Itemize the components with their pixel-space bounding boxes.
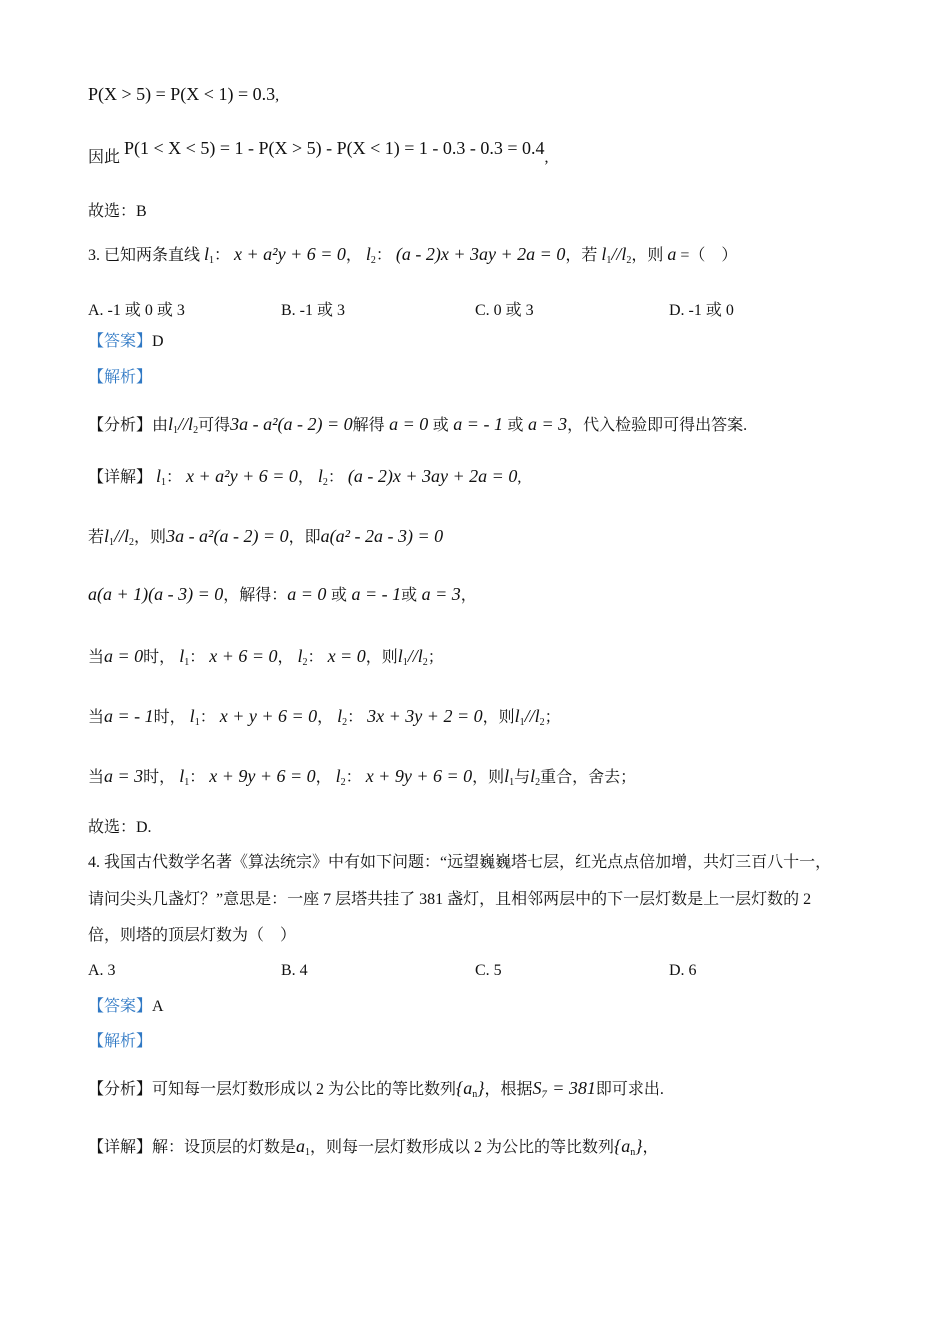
q4-option-d: D. 6 xyxy=(669,962,697,979)
q3-case-with: 与 xyxy=(514,769,531,786)
q3-fenxi-get: 可得 xyxy=(198,417,231,434)
q2-choice: 故选：B xyxy=(88,203,147,220)
therefore-expression: P(1 < X < 5) = 1 - P(X > 5) - P(X < 1) = 1 - 0.3 - 0.3 = 0.4 xyxy=(124,138,545,158)
q3-fenxi-or: 或 xyxy=(432,417,449,434)
q3-detail-ie: ，即 xyxy=(288,529,321,546)
q3-analysis-line xyxy=(88,368,152,388)
q4-detail-text: 解：设顶层的灯数是 xyxy=(152,1139,297,1156)
q3-case-am1: 当a = - 1时， $l_1$： x + y + 6 = 0， $l_2$： 3x + 3y + 2 = 0，则$l_1//l_2$； xyxy=(88,706,561,728)
q3-answer-line xyxy=(88,332,164,352)
q3-option-c: C. 0 或 3 xyxy=(475,302,534,319)
q3-stem-if: ，若 xyxy=(565,247,598,264)
q4-analysis-line xyxy=(88,1032,152,1052)
q3-case-am1-l2: 3x + 3y + 2 = 0 xyxy=(367,706,483,726)
q3-case-am1-l1: x + y + 6 = 0 xyxy=(219,706,318,726)
q3-detail-then: ，则 xyxy=(134,529,167,546)
q4-fenxi: 【分析】可知每一层灯数形成以 2 为公比的等比数列$\{a_n\}$，根据S₇ = 381即可求出. xyxy=(88,1078,664,1100)
probability-expression: P(X > 5) = P(X < 1) = 0.3 xyxy=(88,84,276,104)
answer-tag: 【答案】 xyxy=(88,998,153,1015)
q3-stem-then: ，则 xyxy=(631,247,664,264)
q3-case-a3-l1: x + 9y + 6 = 0 xyxy=(209,766,316,786)
q4-detail: 【详解】解：设顶层的灯数是$a_1$，则每一层灯数形成以 2 为公比的等比数列$\{a_n\}$， xyxy=(88,1136,659,1158)
q4-detail-comma: ， xyxy=(642,1139,659,1156)
q3-detail-3: a(a + 1)(a - 3) = 0，解得：a = 0 或 a = - 1或 a = 3， xyxy=(88,584,477,604)
q4-detail-text-2: ，则每一层灯数形成以 2 为公比的等比数列 xyxy=(310,1139,615,1156)
q3-answer: D xyxy=(152,333,164,350)
q3-detail-2: 若$l_1//l_2$，则3a - a²(a - 2) = 0，即a(a² - 2a - 3) = 0 xyxy=(88,526,444,548)
q4-answer: A xyxy=(152,998,164,1015)
xiangjie-tag: 【详解】 xyxy=(88,469,153,486)
q4-answer-line xyxy=(88,997,164,1017)
analysis-tag: 【解析】 xyxy=(88,1033,153,1050)
q3-fenxi-expression: 3a - a²(a - 2) = 0 xyxy=(230,414,353,434)
q4-fenxi-by: ，根据 xyxy=(484,1081,533,1098)
q3-case-a0-l2: x = 0 xyxy=(327,646,366,666)
q3-detail-if: 若 xyxy=(88,529,105,546)
q3-stem-text: 3. 已知两条直线 xyxy=(88,247,201,264)
q3-detail-l2: (a - 2)x + 3ay + 2a = 0 xyxy=(347,466,518,486)
fenxi-tag: 【分析】 xyxy=(88,1081,153,1098)
q3-line-l2: (a - 2)x + 3ay + 2a = 0 xyxy=(395,244,566,264)
q3-choice: 故选：D. xyxy=(88,819,152,836)
q4-stem-3: 倍，则塔的顶层灯数为（ ） xyxy=(88,927,297,944)
q3-case-a3-cond: a = 3 xyxy=(104,766,144,786)
q3-detail-expr2: a(a² - 2a - 3) = 0 xyxy=(320,526,444,546)
q3-fenxi-end: ，代入检验即可得出答案. xyxy=(567,417,748,434)
q3-detail-factored: a(a + 1)(a - 3) = 0 xyxy=(88,584,224,604)
analysis-tag: 【解析】 xyxy=(88,369,153,386)
q4-option-c: C. 5 xyxy=(475,962,502,979)
q3-option-d: D. -1 或 0 xyxy=(669,302,734,319)
q3-fenxi-by: 由 xyxy=(152,417,169,434)
q3-line-l1: x + a²y + 6 = 0 xyxy=(234,244,346,264)
q3-case-a3-l2: x + 9y + 6 = 0 xyxy=(365,766,473,786)
q3-stem-paren: （ ） xyxy=(689,247,738,264)
q3-case-then: ，则 xyxy=(365,649,398,666)
q4-fenxi-end: 即可求出. xyxy=(595,1081,664,1098)
q3-case-a0-l1: x + 6 = 0 xyxy=(209,646,278,666)
q3-stem: 3. 已知两条直线 $l_1$： x + a²y + 6 = 0， $l_2$： (a - 2)x + 3ay + 2a = 0，若 $l_1//l_2$，则 a =（ ） xyxy=(88,244,738,266)
q3-detail-expr1: 3a - a²(a - 2) = 0 xyxy=(166,526,289,546)
answer-tag: 【答案】 xyxy=(88,333,153,350)
q3-case-time: 时， xyxy=(143,649,176,666)
q3-option-a: A. -1 或 0 或 3 xyxy=(88,302,185,319)
q4-stem-2: 请问尖头几盏灯？”意思是：一座 7 层塔共挂了 381 盏灯，且相邻两层中的下一层灯数是上一层灯数的 2 xyxy=(88,891,812,908)
therefore-prefix: 因此 xyxy=(88,149,121,166)
q3-case-when: 当 xyxy=(88,649,105,666)
q3-detail-l1: x + a²y + 6 = 0 xyxy=(186,466,298,486)
q4-stem-1: 4. 我国古代数学名著《算法统宗》中有如下问题：“远望巍巍塔七层，红光点点倍加增，共灯三百八十一， xyxy=(88,854,832,871)
q3-case-a0-cond: a = 0 xyxy=(104,646,144,666)
q3-option-b: B. -1 或 3 xyxy=(281,302,346,319)
q4-option-b: B. 4 xyxy=(281,962,308,979)
q3-detail-comma: ， xyxy=(460,587,477,604)
q4-fenxi-text: 可知每一层灯数形成以 2 为公比的等比数列 xyxy=(152,1081,457,1098)
q3-case-end: 重合，舍去； xyxy=(540,769,637,786)
q3-fenxi-solve: 解得 xyxy=(352,417,385,434)
q4-fenxi-expression: S₇ = 381 xyxy=(532,1078,596,1098)
q4-option-a: A. 3 xyxy=(88,962,116,979)
q3-fenxi: 【分析】由$l_1//l_2$可得3a - a²(a - 2) = 0解得 a = 0 或 a = - 1 或 a = 3，代入检验即可得出答案. xyxy=(88,414,748,436)
q3-case-a3: 当a = 3时， $l_1$： x + 9y + 6 = 0， $l_2$： x + 9y + 6 = 0，则$l_1$与$l_2$重合，舍去； xyxy=(88,766,637,788)
q3-detail-or: 或 xyxy=(330,587,347,604)
fenxi-tag: 【分析】 xyxy=(88,417,153,434)
q3-case-a0: 当a = 0时， $l_1$： x + 6 = 0， $l_2$： x = 0，则$l_1//l_2$； xyxy=(88,646,444,668)
q3-detail-solved: ，解得： xyxy=(223,587,288,604)
xiangjie-tag: 【详解】 xyxy=(88,1139,153,1156)
q3-case-am1-cond: a = - 1 xyxy=(104,706,154,726)
therefore-line: 因此 P(1 < X < 5) = 1 - P(X > 5) - P(X < 1) = 1 - 0.3 - 0.3 = 0.4, xyxy=(88,138,549,166)
q3-detail-1: 【详解】 $l_1$： x + a²y + 6 = 0， $l_2$： (a - 2)x + 3ay + 2a = 0, xyxy=(88,466,522,488)
probability-line: P(X > 5) = P(X < 1) = 0.3, xyxy=(88,84,280,104)
